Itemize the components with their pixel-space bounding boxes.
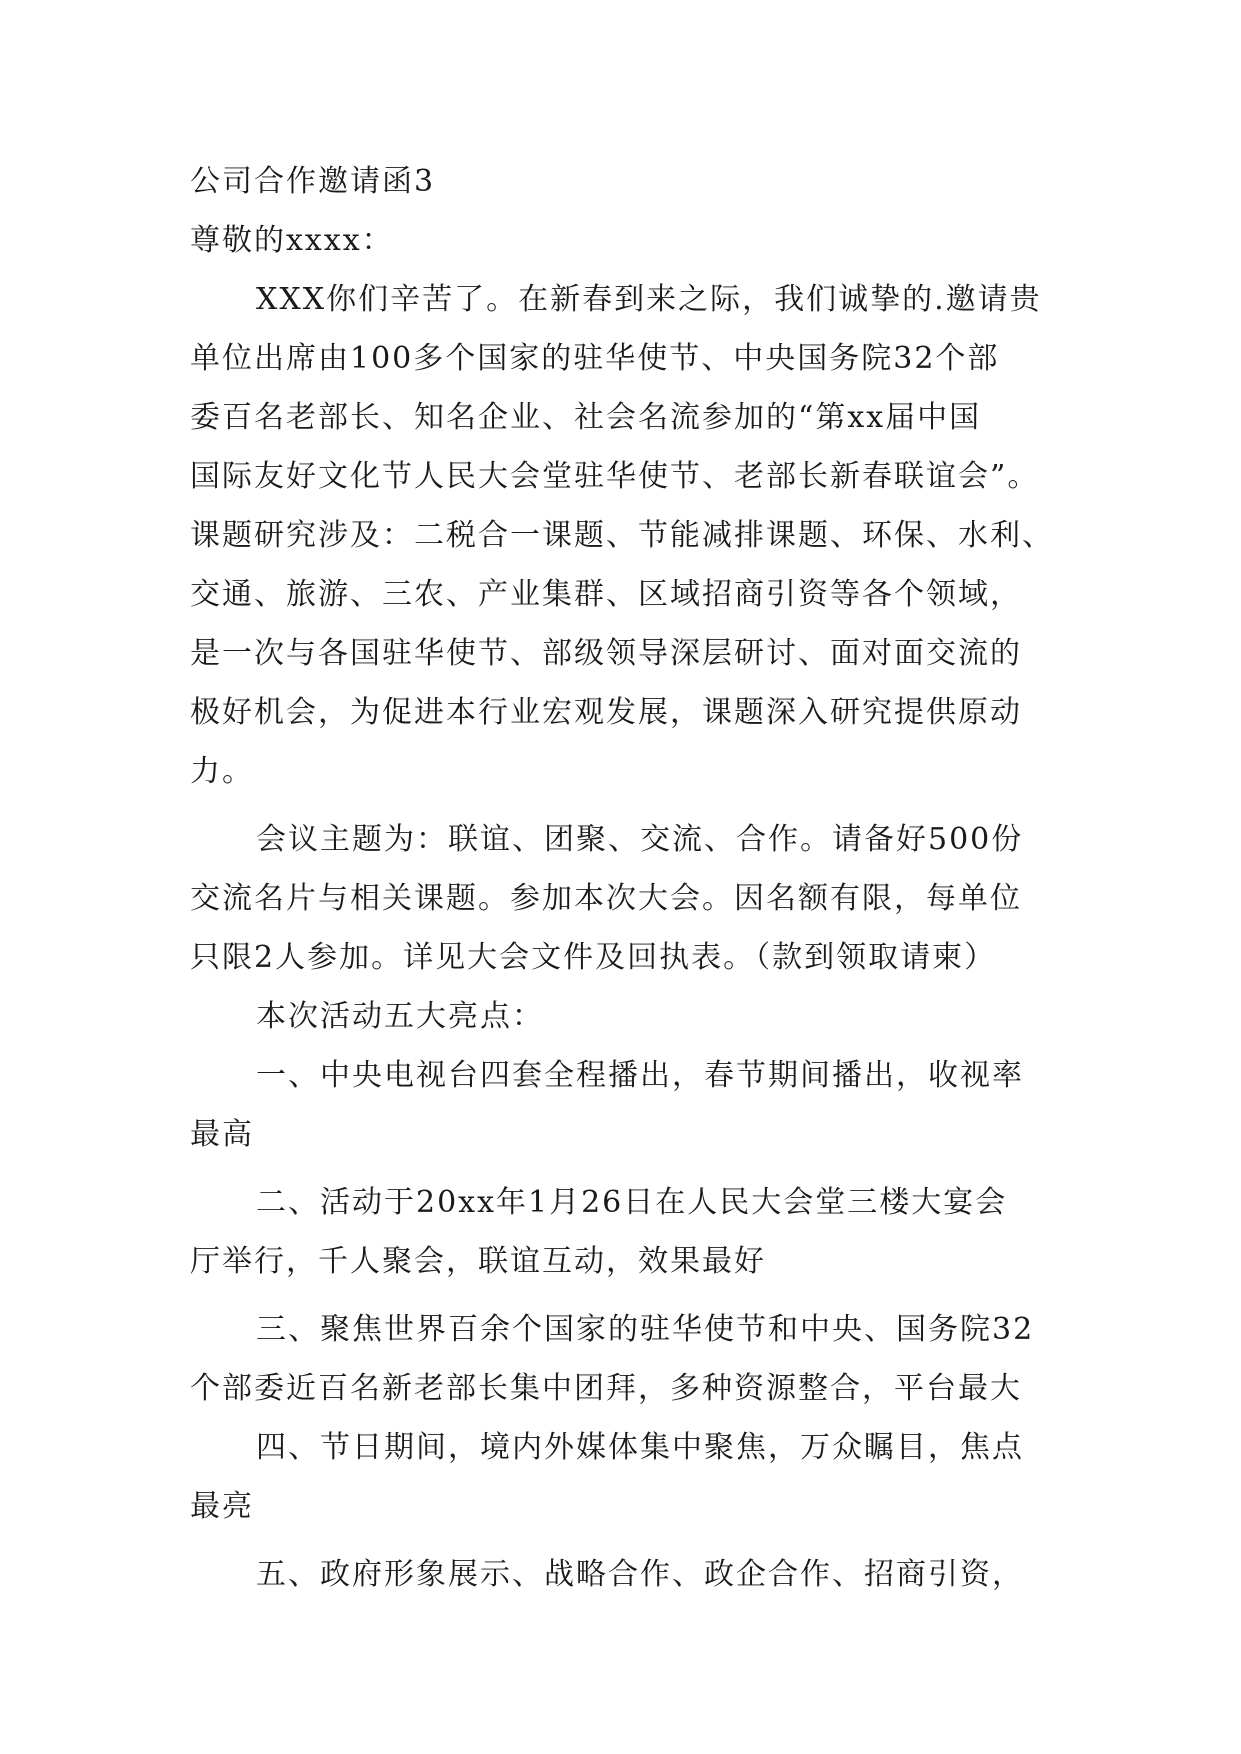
document-body bbox=[190, 152, 1070, 1604]
paragraph-highlights-heading bbox=[190, 987, 1070, 1046]
paragraph-line: 交流名片与相关课题。参加本次大会。因名额有限，每单位 bbox=[190, 881, 1022, 916]
paragraph-line: 交通、旅游、三农、产业集群、区域招商引资等各个领域， bbox=[190, 577, 1022, 612]
paragraph-line: 最高 bbox=[190, 1117, 254, 1152]
highlight-item-2 bbox=[190, 1173, 1070, 1291]
paragraph-line: 三、聚焦世界百余个国家的驻华使节和中央、国务院32 bbox=[256, 1312, 1035, 1347]
paragraph-line: 一、中央电视台四套全程播出，春节期间播出，收视率 bbox=[256, 1058, 1024, 1093]
paragraph-meeting-theme bbox=[190, 810, 1070, 987]
paragraph-line: 二、活动于20xx年1月26日在人民大会堂三楼大宴会 bbox=[256, 1185, 1008, 1220]
highlight-item-1 bbox=[190, 1046, 1070, 1164]
paragraph-line: 会议主题为：联谊、团聚、交流、合作。请备好500份 bbox=[256, 822, 1024, 857]
document-title: 公司合作邀请函3 bbox=[190, 164, 436, 199]
paragraph-line: 本次活动五大亮点： bbox=[256, 999, 544, 1034]
highlight-item-5 bbox=[190, 1545, 1070, 1604]
paragraph-invitation bbox=[190, 270, 1070, 801]
paragraph-line: 是一次与各国驻华使节、部级领导深层研讨、面对面交流的 bbox=[190, 636, 1022, 671]
paragraph-line: 个部委近百名新老部长集中团拜，多种资源整合，平台最大 bbox=[190, 1371, 1022, 1406]
paragraph-line: 只限2人参加。详见大会文件及回执表。（款到领取请柬） bbox=[190, 940, 997, 975]
highlight-item-4 bbox=[190, 1418, 1070, 1536]
paragraph-line: 课题研究涉及：二税合一课题、节能减排课题、环保、水利、 bbox=[190, 518, 1054, 553]
paragraph-line: 力。 bbox=[190, 754, 254, 789]
paragraph-line: 厅举行，千人聚会，联谊互动，效果最好 bbox=[190, 1244, 766, 1279]
paragraph-line: 极好机会，为促进本行业宏观发展，课题深入研究提供原动 bbox=[190, 695, 1022, 730]
paragraph-line: 委百名老部长、知名企业、社会名流参加的“第xx届中国 bbox=[190, 400, 982, 435]
paragraph-line: 单位出席由100多个国家的驻华使节、中央国务院32个部 bbox=[190, 341, 1000, 376]
highlight-item-3 bbox=[190, 1300, 1070, 1418]
salutation: 尊敬的xxxx： bbox=[190, 223, 394, 258]
paragraph-line: 最亮 bbox=[190, 1489, 254, 1524]
paragraph-line: 五、政府形象展示、战略合作、政企合作、招商引资， bbox=[256, 1557, 1024, 1592]
paragraph-line: 四、节日期间，境内外媒体集中聚焦，万众瞩目，焦点 bbox=[256, 1430, 1024, 1465]
paragraph-line: 国际友好文化节人民大会堂驻华使节、老部长新春联谊会”。 bbox=[190, 459, 1040, 494]
paragraph-line: XXX你们辛苦了。在新春到来之际，我们诚挚的.邀请贵 bbox=[256, 282, 1042, 317]
